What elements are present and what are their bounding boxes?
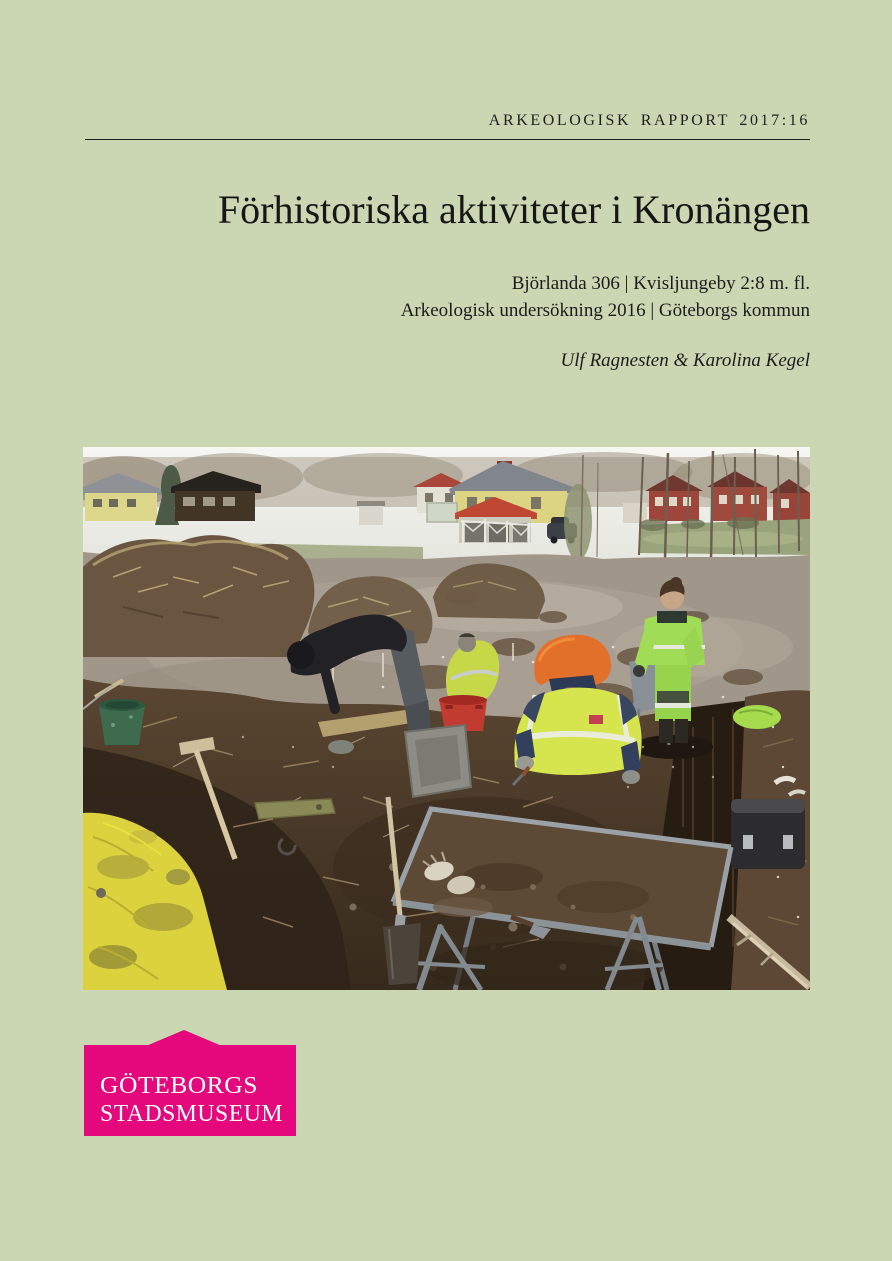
subtitle-line-2: Arkeologisk undersökning 2016 | Göteborgs kommun <box>400 300 810 321</box>
header-rule <box>85 139 810 140</box>
white-shed <box>357 501 385 525</box>
subtitle-block <box>401 270 810 324</box>
authors-line: Ulf Ragnesten & Karolina Kegel <box>560 350 810 371</box>
subtitle-line-1: Björlanda 306 | Kvisljungeby 2:8 m. fl. <box>511 273 810 294</box>
sieve-board <box>405 725 471 797</box>
cover-photo-illustration <box>83 447 810 990</box>
green-bag <box>733 705 781 729</box>
report-series-label: ARKEOLOGISK RAPPORT 2017:16 <box>488 112 810 129</box>
olive-tree <box>564 484 592 560</box>
logo-roof-shape <box>146 1030 222 1046</box>
logo-text-line-2: STADSMUSEUM <box>100 1101 283 1127</box>
green-bucket <box>99 699 145 745</box>
cover-photo <box>83 447 810 990</box>
greenhouse <box>427 503 457 522</box>
report-title: Förhistoriska aktiviteter i Kronängen <box>217 187 810 232</box>
logo-text-line-1: GÖTEBORGS <box>100 1073 258 1099</box>
publisher-logo <box>84 1029 296 1136</box>
